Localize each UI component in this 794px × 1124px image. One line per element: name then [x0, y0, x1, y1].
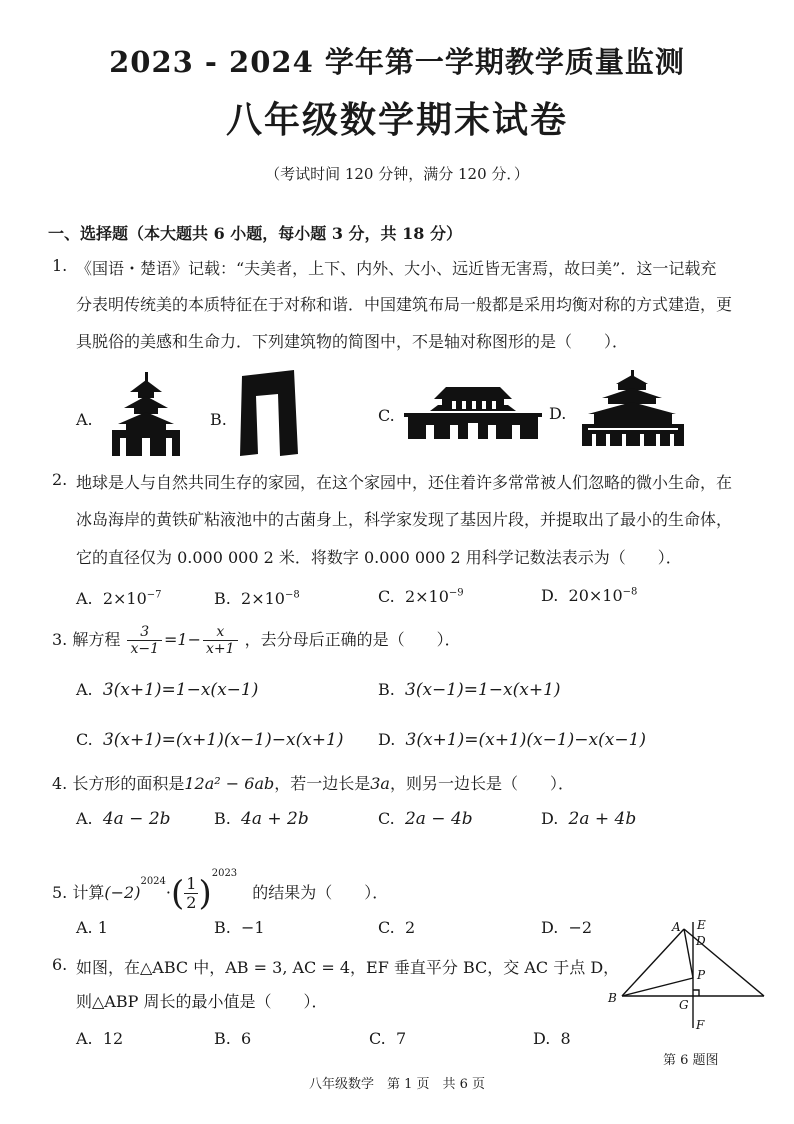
tiananmen-icon [404, 383, 542, 439]
label-f: F [696, 1018, 705, 1032]
cctv-tower-icon [238, 370, 300, 456]
q3-prefix: 解方程 [72, 630, 121, 649]
q4-stem: 4. 长方形的面积是12a² − 6ab，若一边长是3a，则另一边长是（ ）． [52, 774, 574, 793]
q6-option-a: A. 12 [76, 1029, 124, 1048]
q3-option-c: C. 3(x+1)=(x+1)(x−1)−x(x+1) [76, 730, 344, 750]
q5-left-paren: ( [171, 873, 185, 914]
q6-number: 6. [52, 955, 68, 974]
q1-option-a-label: A. [76, 410, 93, 429]
q3-option-b: B. 3(x−1)=1−x(x+1) [378, 680, 561, 700]
q1-number: 1. [52, 256, 68, 275]
q6-figure-caption: 第 6 题图 [663, 1053, 719, 1068]
q5-fraction: $\frac{1}{2}$ [186, 874, 197, 912]
pagoda-icon [102, 372, 192, 456]
q3-option-d: D. 3(x+1)=(x+1)(x−1)−x(x−1) [378, 730, 647, 750]
q5-option-d: D. −2 [541, 918, 593, 937]
label-a: A [672, 920, 681, 934]
q2-number: 2. [52, 470, 68, 489]
exam-title-line2: 八年级数学期末试卷 [225, 99, 568, 141]
page-footer: 八年级数学 第 1 页 共 6 页 [308, 1077, 486, 1092]
q4-option-b: B. 4a + 2b [214, 809, 309, 829]
exam-title-line1: 2023 - 2024 学年第一学期教学质量监测 [109, 45, 685, 79]
q4-option-c: C. 2a − 4b [378, 809, 473, 829]
q1-option-b-label: B. [210, 410, 227, 429]
q4-area-expr: 12a² − 6ab [184, 774, 275, 793]
q3-fraction-2: $\frac{x}{x+1}$ [203, 624, 238, 657]
q6-option-d: D. 8 [533, 1029, 571, 1048]
label-d: D [696, 934, 706, 948]
q6-option-b: B. 6 [214, 1029, 252, 1048]
q1-line2: 分表明传统美的本质特征在于对称和谐．中国建筑布局一般都是采用均衡对称的方式建造，更 [76, 295, 733, 314]
q3-fraction-1: $\frac{3}{x-1}$ [127, 624, 162, 657]
q5-option-b: B. −1 [214, 918, 265, 937]
q6-option-c: C. 7 [369, 1029, 407, 1048]
q4-side-expr: 3a [370, 774, 390, 793]
q4-number: 4. [52, 774, 68, 793]
q2-option-b: B. $2\times 10^{-8}$ [214, 589, 300, 608]
q3-suffix: ，去分母后正确的是（ ）． [244, 630, 461, 649]
q1-option-c-label: C. [378, 406, 395, 425]
temple-of-heaven-icon [578, 370, 688, 446]
label-g: G [679, 998, 689, 1012]
q1-option-d-label: D. [549, 404, 567, 423]
exam-note: （考试时间 120 分钟，满分 120 分．） [265, 165, 529, 183]
q2-line2: 冰岛海岸的黄铁矿粘液池中的古菌身上，科学家发现了基因片段，并提取出了最小的生命体， [76, 510, 733, 529]
q2-line1: 地球是人与自然共同生存的家园，在这个家园中，还住着许多常常被人们忽略的微小生命，在 [76, 473, 733, 492]
q5-option-c: C. 2 [378, 918, 416, 937]
q4-option-d: D. 2a + 4b [541, 809, 637, 829]
section-heading: 一、选择题（本大题共 6 小题，每小题 3 分，共 18 分） [48, 224, 462, 243]
label-b: B [608, 991, 617, 1005]
label-e: E [697, 918, 706, 932]
q5-option-a: A. 1 [76, 918, 108, 937]
q3-option-a: A. 3(x+1)=1−x(x−1) [76, 680, 259, 700]
q1-line1: 《国语・楚语》记载：“夫美者，上下、内外、大小、远近皆无害焉，故曰美”．这一记载充 [76, 259, 717, 278]
q6-triangle-figure [600, 916, 770, 1036]
q6-line1: 如图，在△ABC 中，AB = 3, AC = 4，EF 垂直平分 BC，交 AC 于点 D， [76, 958, 620, 977]
q1-line3: 具脱俗的美感和生命力．下列建筑物的简图中，不是轴对称图形的是（ ）． [76, 332, 629, 351]
q3-stem: 3. 解方程 $\frac{3}{x-1}$ =1− $\frac{x}{x+1}$ ，去分母后正确的是（ ）． [52, 624, 461, 657]
label-p: P [697, 968, 706, 982]
q3-number: 3. [52, 630, 68, 649]
q2-line3: 它的直径仅为 0.000 000 2 米．将数字 0.000 000 2 用科学记数法表示为（ ）． [76, 548, 682, 567]
q6-line2: 则△ABP 周长的最小值是（ ）． [76, 992, 328, 1011]
q2-option-a: A. $2\times 10^{-7}$ [76, 589, 162, 608]
q2-option-c: C. $2\times 10^{-9}$ [378, 587, 464, 606]
q4-option-a: A. 4a − 2b [76, 809, 171, 829]
q5-number: 5. [52, 883, 68, 902]
q2-option-d: D. $20\times 10^{-8}$ [541, 586, 638, 605]
q5-stem: 5. 计算$(-2)^{2024}\cdot$( $\frac{1}{2}$ )$^{2023}$ 的结果为（ ）． [52, 868, 389, 914]
q5-right-paren: ) [198, 873, 212, 914]
